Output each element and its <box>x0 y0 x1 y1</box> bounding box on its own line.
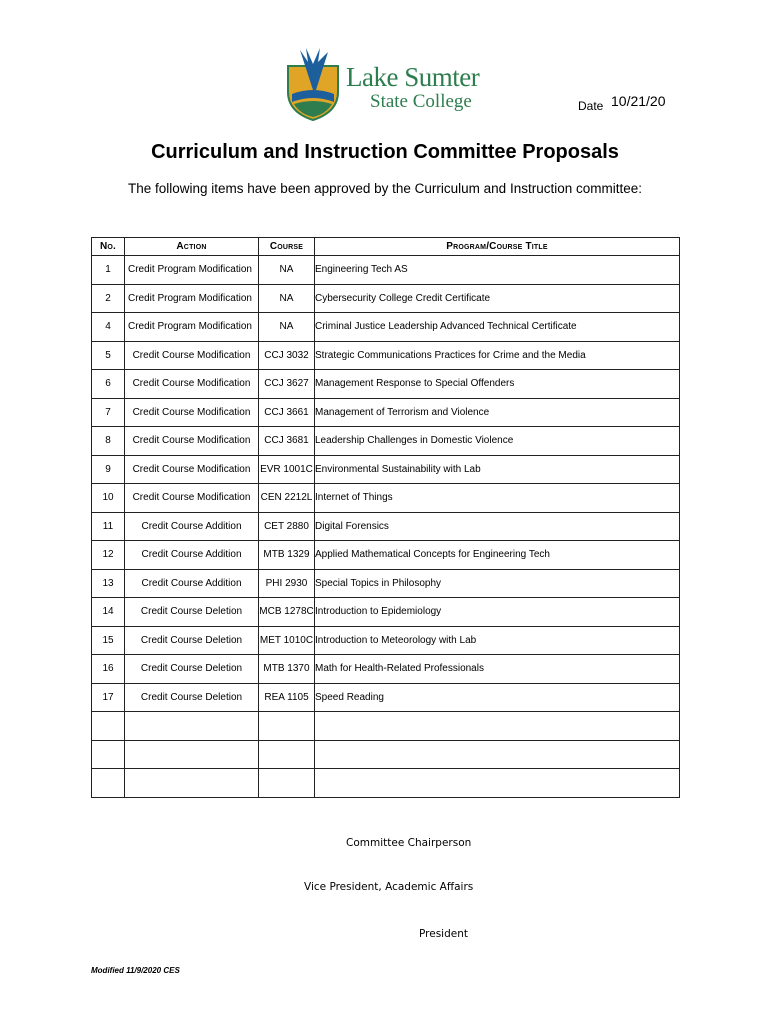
table-row <box>92 398 680 427</box>
row-title: Special Topics in Philosophy <box>315 569 680 598</box>
row-action: Credit Program Modification <box>125 284 259 313</box>
row-title: Applied Mathematical Concepts for Engineering Tech <box>315 541 680 570</box>
row-number <box>92 712 125 741</box>
row-action: Credit Course Modification <box>125 455 259 484</box>
header-action: Action <box>125 238 259 256</box>
table-row <box>92 569 680 598</box>
row-action: Credit Program Modification <box>125 313 259 342</box>
signature-chairperson: Committee Chairperson <box>346 837 472 849</box>
row-title: Leadership Challenges in Domestic Violence <box>315 427 680 456</box>
row-action <box>125 769 259 798</box>
row-number: 9 <box>92 455 125 484</box>
row-action: Credit Course Deletion <box>125 683 259 712</box>
row-action: Credit Course Modification <box>125 427 259 456</box>
page-subtitle: The following items have been approved by the Curriculum and Instruction committee: <box>127 181 642 196</box>
row-number: 16 <box>92 655 125 684</box>
table-row <box>92 655 680 684</box>
header-no: No. <box>92 238 125 256</box>
row-number: 1 <box>92 256 125 285</box>
row-action: Credit Course Modification <box>125 370 259 399</box>
table-header-row <box>92 238 680 256</box>
table-row <box>92 256 680 285</box>
table-row <box>92 683 680 712</box>
row-number: 15 <box>92 626 125 655</box>
row-title: Speed Reading <box>315 683 680 712</box>
row-action: Credit Course Addition <box>125 569 259 598</box>
page-title: Curriculum and Instruction Committee Proposals <box>151 141 619 163</box>
table-row <box>92 284 680 313</box>
row-course: CCJ 3627 <box>259 370 315 399</box>
row-number: 17 <box>92 683 125 712</box>
row-title: Cybersecurity College Credit Certificate <box>315 284 680 313</box>
row-number: 11 <box>92 512 125 541</box>
logo-line-2: State College <box>370 91 472 112</box>
row-number: 4 <box>92 313 125 342</box>
row-title <box>315 769 680 798</box>
table-row <box>92 712 680 741</box>
row-course <box>259 769 315 798</box>
row-title <box>315 740 680 769</box>
row-action: Credit Course Modification <box>125 484 259 513</box>
table-row <box>92 626 680 655</box>
row-course: CET 2880 <box>259 512 315 541</box>
row-title: Management Response to Special Offenders <box>315 370 680 399</box>
row-course: EVR 1001C <box>259 455 315 484</box>
date-label: Date <box>578 99 604 113</box>
row-title: Internet of Things <box>315 484 680 513</box>
row-course: CCJ 3681 <box>259 427 315 456</box>
row-title: Math for Health-Related Professionals <box>315 655 680 684</box>
table-row <box>92 370 680 399</box>
row-title <box>315 712 680 741</box>
row-course: MTB 1329 <box>259 541 315 570</box>
row-number <box>92 740 125 769</box>
row-action <box>125 712 259 741</box>
row-course: REA 1105 <box>259 683 315 712</box>
row-title: Management of Terrorism and Violence <box>315 398 680 427</box>
row-number: 8 <box>92 427 125 456</box>
row-course: MCB 1278C <box>259 598 315 627</box>
row-course: NA <box>259 313 315 342</box>
row-course <box>259 712 315 741</box>
row-action: Credit Course Deletion <box>125 655 259 684</box>
table-row <box>92 341 680 370</box>
table-row <box>92 541 680 570</box>
signature-vice-president: Vice President, Academic Affairs <box>304 881 474 893</box>
header-course: Course <box>259 238 315 256</box>
header-title: Program/Course Title <box>315 238 680 256</box>
table-row <box>92 427 680 456</box>
row-title: Introduction to Epidemiology <box>315 598 680 627</box>
table-row <box>92 740 680 769</box>
table-row <box>92 512 680 541</box>
row-number: 13 <box>92 569 125 598</box>
row-number: 14 <box>92 598 125 627</box>
row-number <box>92 769 125 798</box>
row-number: 7 <box>92 398 125 427</box>
row-course: CCJ 3032 <box>259 341 315 370</box>
row-course: NA <box>259 256 315 285</box>
row-course: PHI 2930 <box>259 569 315 598</box>
row-action <box>125 740 259 769</box>
row-action: Credit Course Addition <box>125 512 259 541</box>
row-title: Strategic Communications Practices for Crime and the Media <box>315 341 680 370</box>
osprey-shield-icon <box>282 44 344 122</box>
row-number: 6 <box>92 370 125 399</box>
row-action: Credit Course Addition <box>125 541 259 570</box>
table-row <box>92 484 680 513</box>
row-course: NA <box>259 284 315 313</box>
logo-line-1: Lake Sumter <box>346 62 480 92</box>
row-action: Credit Course Modification <box>125 398 259 427</box>
row-course: MTB 1370 <box>259 655 315 684</box>
row-course <box>259 740 315 769</box>
signature-president: President <box>419 928 468 940</box>
row-course: CEN 2212L <box>259 484 315 513</box>
row-action: Credit Course Deletion <box>125 598 259 627</box>
row-action: Credit Program Modification <box>125 256 259 285</box>
table-row <box>92 598 680 627</box>
row-course: CCJ 3661 <box>259 398 315 427</box>
footer-modified: Modified 11/9/2020 CES <box>91 966 180 975</box>
row-course: MET 1010C <box>259 626 315 655</box>
row-action: Credit Course Modification <box>125 341 259 370</box>
row-title: Digital Forensics <box>315 512 680 541</box>
row-number: 5 <box>92 341 125 370</box>
table-row <box>92 313 680 342</box>
table-row <box>92 769 680 798</box>
proposals-table <box>91 237 680 798</box>
row-title: Criminal Justice Leadership Advanced Technical Certificate <box>315 313 680 342</box>
row-action: Credit Course Deletion <box>125 626 259 655</box>
college-logo <box>282 44 494 122</box>
row-title: Environmental Sustainability with Lab <box>315 455 680 484</box>
row-title: Introduction to Meteorology with Lab <box>315 626 680 655</box>
row-number: 12 <box>92 541 125 570</box>
row-number: 10 <box>92 484 125 513</box>
row-title: Engineering Tech AS <box>315 256 680 285</box>
row-number: 2 <box>92 284 125 313</box>
date-value: 10/21/20 <box>611 93 666 109</box>
table-row <box>92 455 680 484</box>
